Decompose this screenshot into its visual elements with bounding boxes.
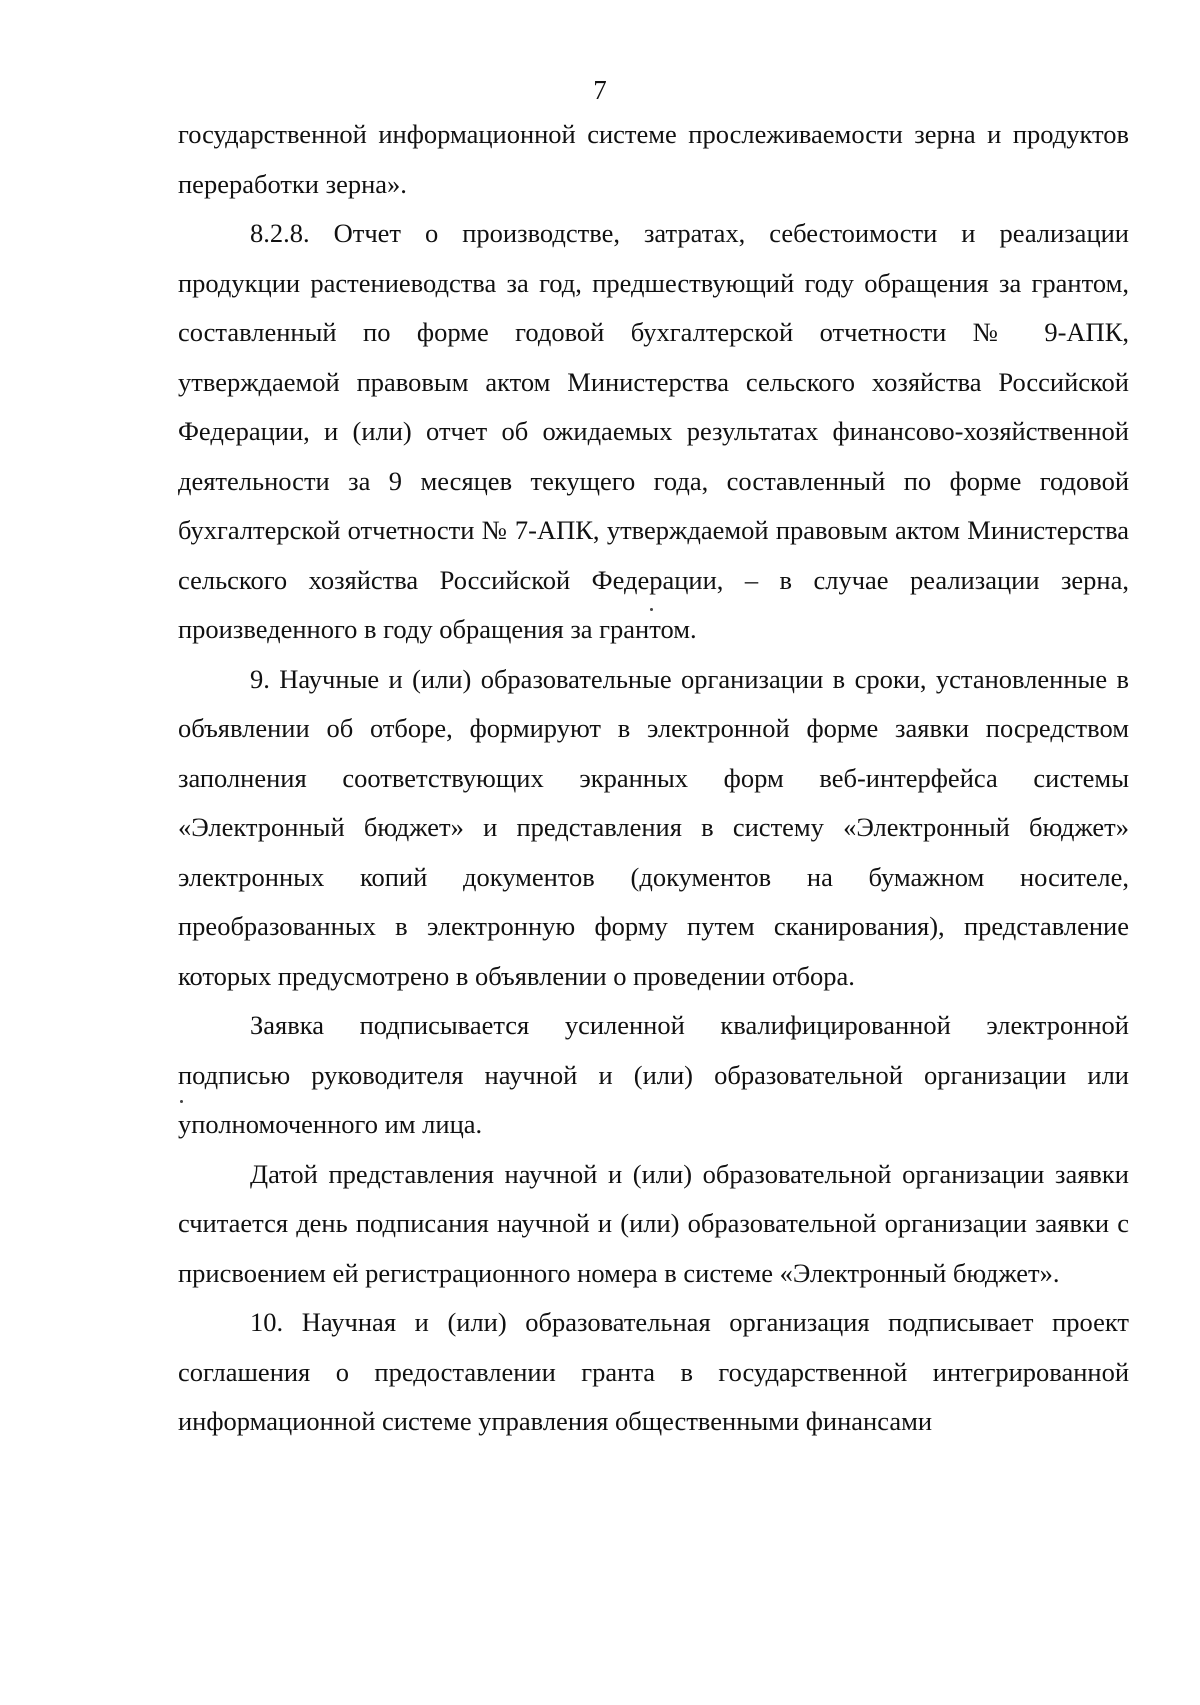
paragraph-3: 9. Научные и (или) образовательные организации в сроки, установленные в объявлении об отборе, формируют в электронной форме заявки посредством заполнения соответствующих экранных форм веб-интерфейса системы «Электронный бюджет» и представления в систему «Электронный бюджет» электронных копий документов (документов на бумажном носителе, преобразованных в электронную форму путем сканирования), представление которых предусмотрено в объявлении о проведении отбора. — [178, 663, 1129, 991]
scan-artifact-dot — [180, 1100, 183, 1103]
paragraph-5: Датой представления научной и (или) образовательной организации заявки считается день подписания научной и (или) образовательной организации заявки с присвоением ей регистрационного номера в системе «Электронный бюджет». — [178, 1158, 1129, 1288]
document-body — [178, 110, 1129, 1447]
paragraph-1: государственной информационной системе прослеживаемости зерна и продуктов переработки зерна». — [178, 119, 1129, 199]
paragraph-2: 8.2.8. Отчет о производстве, затратах, себестоимости и реализации продукции растениеводства за год, предшествующий году обращения за грантом, составленный по форме годовой бухгалтерской отчетности № 9-АПК, утверждаемой правовым актом Министерства сельского хозяйства Российской Федерации, и (или) отчет об ожидаемых результатах финансово-хозяйственной деятельности за 9 месяцев текущего года, составленный по форме годовой бухгалтерской отчетности № 7-АПК, утверждаемой правовым актом Министерства сельского хозяйства Российской Федерации, – в случае реализации зерна, произведенного в году обращения за грантом. — [178, 218, 1129, 644]
scan-artifact-dot — [650, 608, 653, 611]
page-number: 7 — [593, 75, 607, 105]
paragraph-4: Заявка подписывается усиленной квалифицированной электронной подписью руководителя научной и (или) образовательной организации или уполномоченного им лица. — [178, 1010, 1129, 1139]
paragraph-6: 10. Научная и (или) образовательная организация подписывает проект соглашения о предоставлении гранта в государственной интегрированной информационной системе управления общественными финансами — [178, 1307, 1129, 1436]
